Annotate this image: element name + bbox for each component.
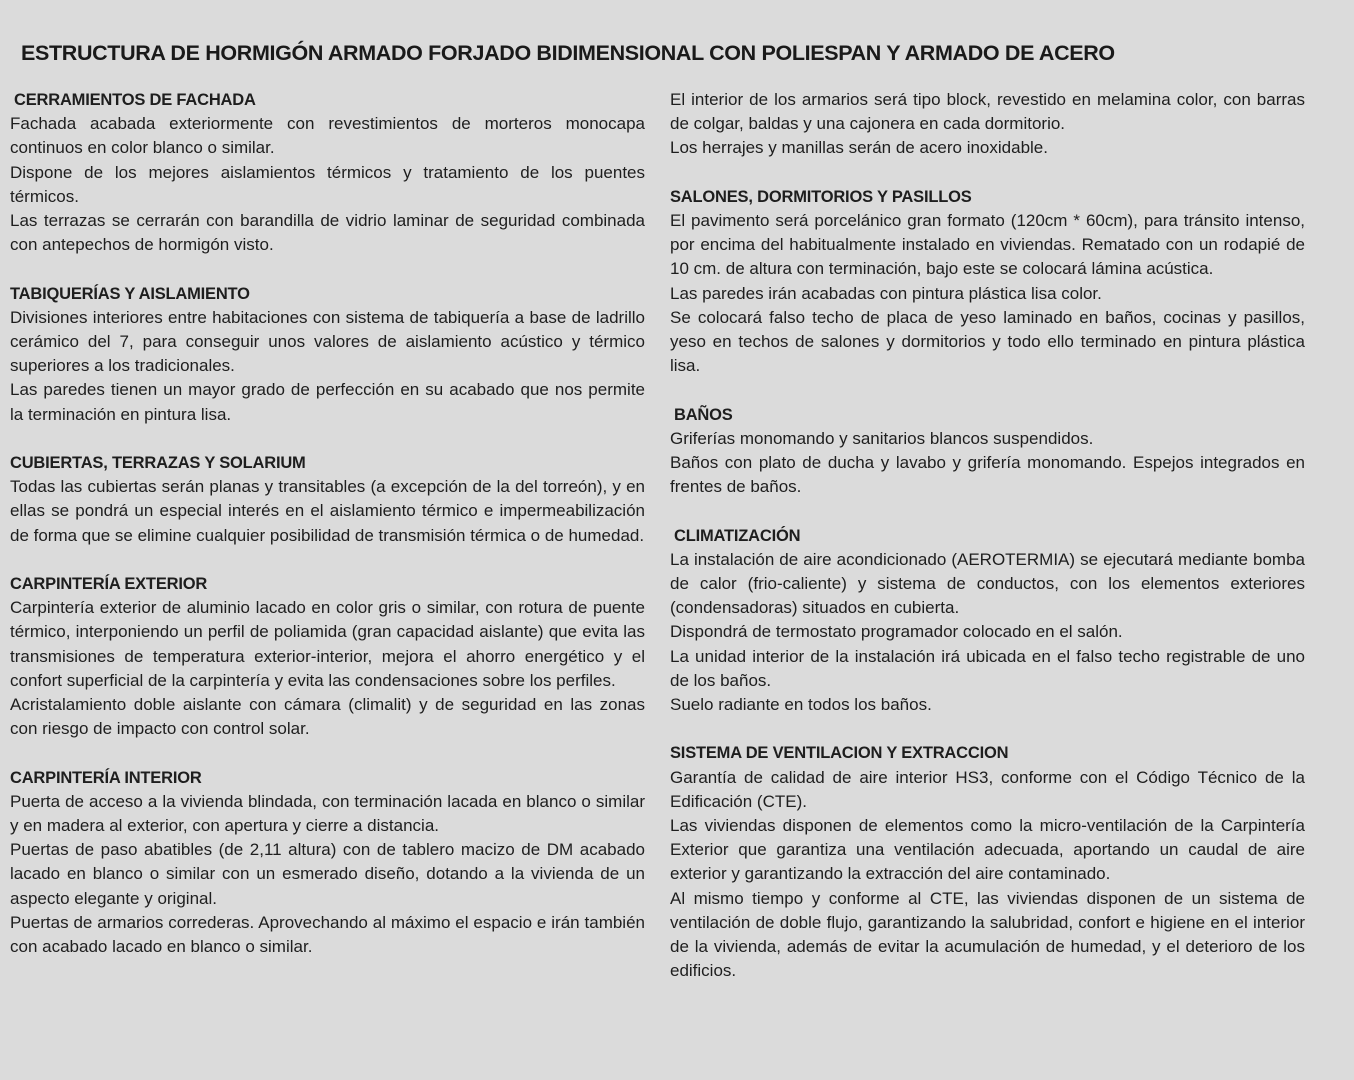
paragraph: El pavimento será porcelánico gran formato (120cm * 60cm), para tránsito intenso, por encima del habitualmente instalado en viviendas. Rematado con un rodapié de 10 cm. de altura con terminación, bajo este se colocará lámina acústica.: [670, 211, 1305, 279]
paragraph: Garantía de calidad de aire interior HS3, conforme con el Código Técnico de la Edificación (CTE).: [670, 767, 1305, 811]
paragraph: El interior de los armarios será tipo block, revestido en melamina color, con barras de colgar, baldas y una cajonera en cada dormitorio.: [670, 90, 1305, 134]
paragraph: Suelo radiante en todos los baños.: [670, 695, 932, 715]
section-carpinteria-interior: [10, 766, 645, 960]
section-heading: CUBIERTAS, TERRAZAS Y SOLARIUM: [10, 454, 306, 473]
section-heading: CERRAMIENTOS DE FACHADA: [14, 91, 256, 109]
section-heading: CARPINTERÍA EXTERIOR: [10, 575, 208, 594]
section-carpinteria-exterior: [10, 572, 645, 741]
paragraph: Dispone de los mejores aislamientos térmicos y tratamiento de los puentes térmicos.: [10, 162, 645, 206]
left-column: [10, 88, 645, 983]
section-heading: BAÑOS: [674, 405, 733, 424]
paragraph: Las viviendas disponen de elementos como la micro-ventilación de la Carpintería Exterior que garantiza una ventilación adecuada, aportando un caudal de aire exterior y garantizando la extracción del aire contaminado.: [670, 816, 1305, 884]
right-column: [670, 88, 1305, 1008]
section-salones: [670, 185, 1305, 379]
paragraph: Divisiones interiores entre habitaciones con sistema de tabiquería a base de ladrillo cerámico del 7, para conseguir unos valores de aislamiento acústico y térmico superiores a los tradicionales.: [10, 307, 645, 376]
paragraph: La instalación de aire acondicionado (AEROTERMIA) se ejecutará mediante bomba de calor (frio-caliente) y sistema de conductos, con los elementos exteriores (condensadoras) situados en cubierta.: [670, 549, 1305, 618]
paragraph: Carpintería exterior de aluminio lacado en color gris o similar, con rotura de puente térmico, interponiendo un perfil de poliamida (gran capacidad aislante) que evita las transmisiones de temperatura exterior-interior, mejora el ahorro energético y el confort superficial de la carpintería y evita las condensaciones sobre los perfiles.: [10, 598, 645, 690]
paragraph: Baños con plato de ducha y lavabo y grifería monomando. Espejos integrados en frentes de baños.: [670, 453, 1305, 497]
paragraph: Dispondrá de termostato programador colocado en el salón.: [670, 622, 1123, 642]
paragraph: Puertas de armarios correderas. Aprovechando al máximo el espacio e irán también con acabado lacado en blanco o similar.: [10, 912, 645, 957]
paragraph: La unidad interior de la instalación irá ubicada en el falso techo registrable de uno de los baños.: [670, 646, 1305, 690]
section-tabiquerias: [10, 282, 645, 427]
section-heading: SALONES, DORMITORIOS Y PASILLOS: [670, 187, 972, 206]
section-heading: SISTEMA DE VENTILACION Y EXTRACCION: [670, 744, 1009, 763]
section-banos: [670, 403, 1305, 500]
page-title: ESTRUCTURA DE HORMIGÓN ARMADO FORJADO BIDIMENSIONAL CON POLIESPAN Y ARMADO DE ACERO: [21, 41, 1115, 65]
paragraph: Se colocará falso techo de placa de yeso laminado en baños, cocinas y pasillos, yeso en techos de salones y dormitorios y todo ello terminado en pintura plástica lisa.: [670, 307, 1305, 376]
section-heading: TABIQUERÍAS Y AISLAMIENTO: [10, 284, 250, 303]
paragraph: Griferías monomando y sanitarios blancos suspendidos.: [670, 428, 1094, 448]
paragraph: Fachada acabada exteriormente con revestimientos de morteros monocapa continuos en color blanco o similar.: [10, 114, 645, 158]
paragraph: Los herrajes y manillas serán de acero inoxidable.: [670, 138, 1048, 158]
section-cerramientos: [10, 88, 645, 257]
paragraph: Las terrazas se cerrarán con barandilla de vidrio laminar de seguridad combinada con antepechos de hormigón visto.: [10, 211, 645, 255]
paragraph: Puerta de acceso a la vivienda blindada, con terminación lacada en blanco o similar y en madera al exterior, con apertura y cierre a distancia.: [10, 791, 645, 836]
section-cubiertas: [10, 451, 645, 548]
section-heading: CARPINTERÍA INTERIOR: [10, 768, 202, 787]
paragraph: Al mismo tiempo y conforme al CTE, las viviendas disponen de un sistema de ventilación de doble flujo, garantizando la salubridad, confort e higiene en el interior de la vivienda, además de evitar la acumulación de humedad, y el deterioro de los edificios.: [670, 888, 1305, 981]
section-ventilacion: [670, 741, 1305, 983]
section-climatizacion: [670, 524, 1305, 718]
paragraph: Puertas de paso abatibles (de 2,11 altura) con de tablero macizo de DM acabado lacado en blanco o similar con un esmerado diseño, dotando a la vivienda de un aspecto elegante y original.: [10, 840, 645, 908]
section-heading: CLIMATIZACIÓN: [674, 526, 801, 545]
paragraph: Acristalamiento doble aislante con cámara (climalit) y de seguridad en las zonas con riesgo de impacto con control solar.: [10, 695, 645, 739]
paragraph: Las paredes irán acabadas con pintura plástica lisa color.: [670, 283, 1102, 303]
lead-text: [670, 88, 1305, 161]
paragraph: Las paredes tienen un mayor grado de perfección en su acabado que nos permite la terminación en pintura lisa.: [10, 380, 645, 424]
paragraph: Todas las cubiertas serán planas y transitables (a excepción de la del torreón), y en ellas se pondrá un especial interés en el aislamiento térmico e impermeabilización de forma que se elimine cualquier posibilidad de transmisión térmica o de humedad.: [10, 477, 645, 545]
